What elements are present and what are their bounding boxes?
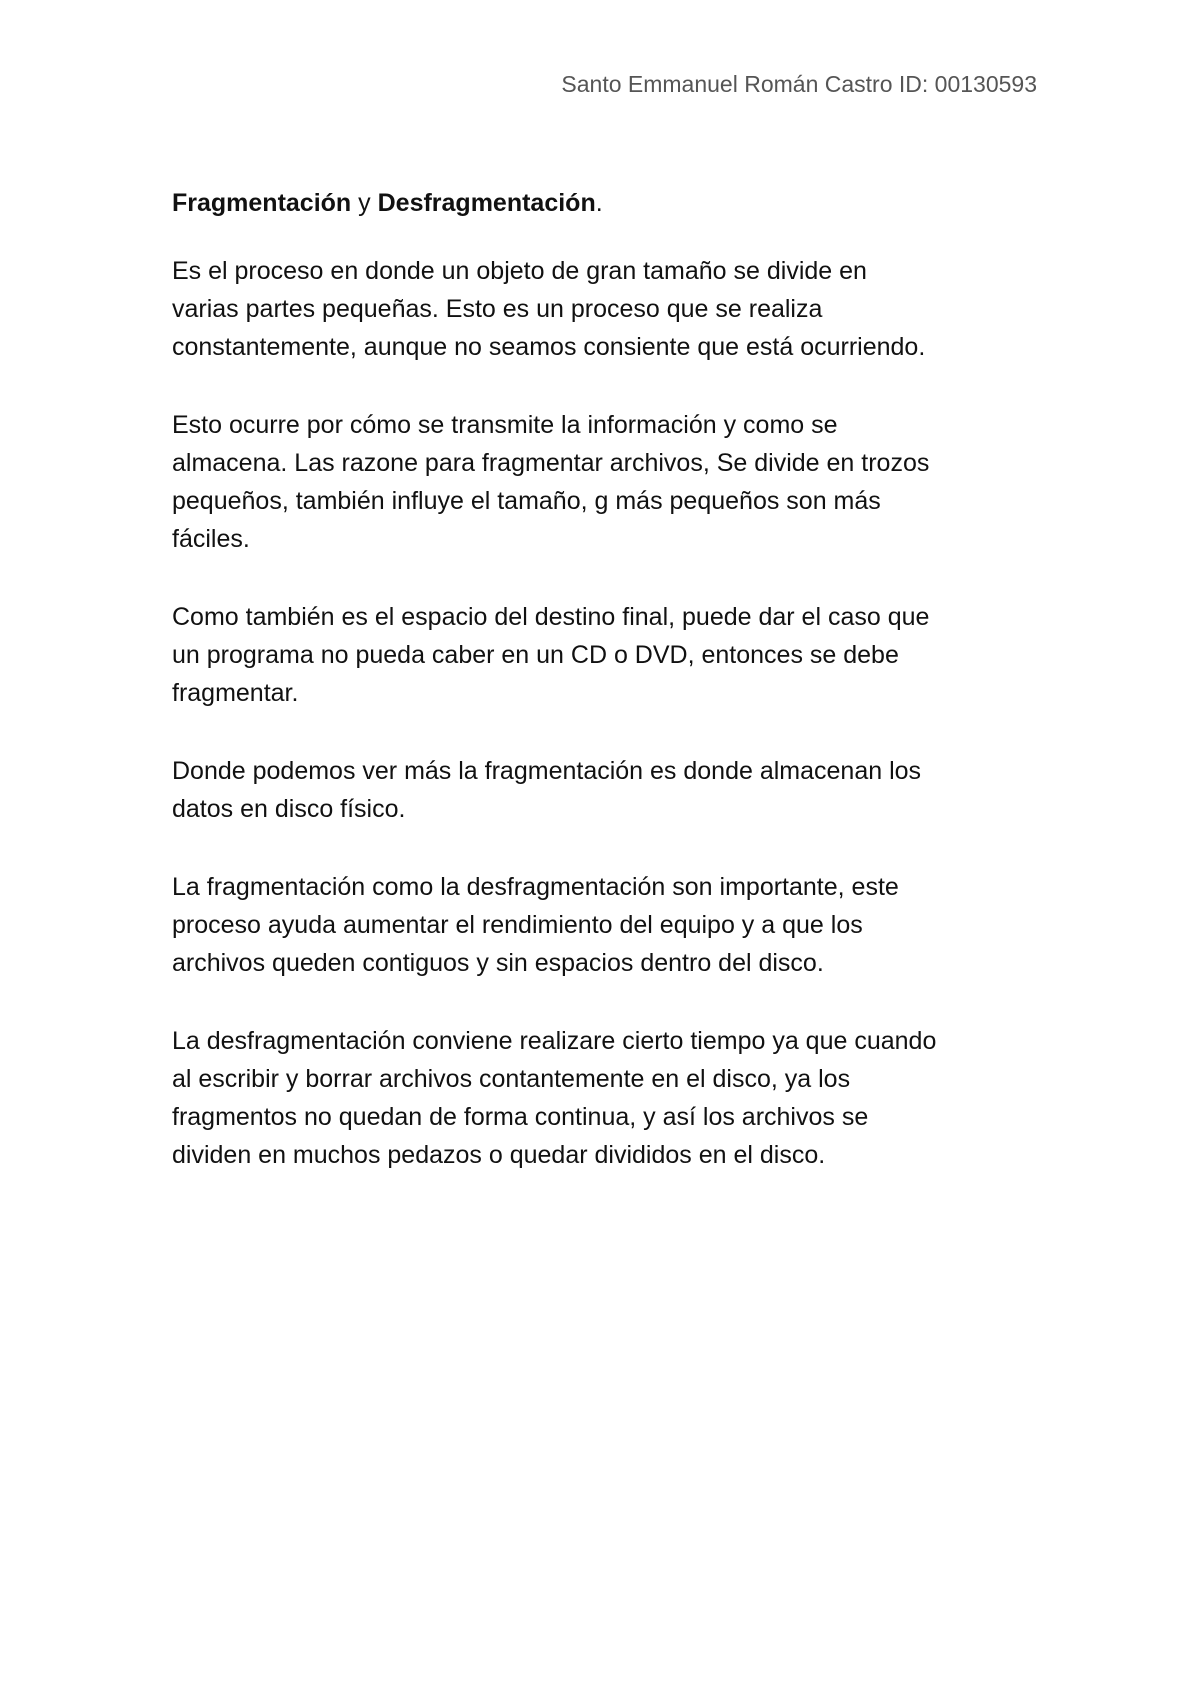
paragraph-line: La desfragmentación conviene realizare cierto tiempo ya que cuando [172,1027,937,1055]
paragraph-6 [172,1022,1052,1174]
paragraph-line: fragmentos no quedan de forma continua, y así los archivos se [172,1103,869,1131]
paragraph-line: La fragmentación como la desfragmentación son importante, este [172,873,899,901]
paragraph-line: un programa no pueda caber en un CD o DVD, entonces se debe [172,641,899,669]
document-title [172,185,1052,221]
paragraph-line: al escribir y borrar archivos contantemente en el disco, ya los [172,1065,851,1093]
paragraph-line: pequeños, también influye el tamaño, g más pequeños son más [172,487,881,515]
paragraph-2 [172,406,1052,558]
paragraph-line: Donde podemos ver más la fragmentación es donde almacenan los [172,757,922,785]
title-part-1: Fragmentación [172,189,352,217]
title-connector: y [351,189,378,217]
paragraph-line: archivos queden contiguos y sin espacios dentro del disco. [172,949,824,977]
paragraph-line: dividen en muchos pedazos o quedar divididos en el disco. [172,1141,826,1169]
title-part-2: Desfragmentación [377,189,596,217]
paragraph-line: constantemente, aunque no seamos consiente que está ocurriendo. [172,333,926,361]
paragraph-4 [172,752,1052,828]
paragraph-1 [172,252,1052,366]
paragraph-line: fragmentar. [172,679,299,707]
paragraph-3 [172,598,1052,712]
paragraph-line: datos en disco físico. [172,795,406,823]
paragraph-5 [172,868,1052,982]
document-body [172,185,1052,1214]
paragraph-line: almacena. Las razone para fragmentar archivos, Se divide en trozos [172,449,930,477]
title-end: . [595,189,603,217]
author-id-header: Santo Emmanuel Román Castro ID: 00130593 [561,71,1037,97]
paragraph-line: Como también es el espacio del destino final, puede dar el caso que [172,603,930,631]
paragraph-line: Esto ocurre por cómo se transmite la información y como se [172,411,838,439]
paragraph-line: varias partes pequeñas. Esto es un proceso que se realiza [172,295,823,323]
paragraph-line: fáciles. [172,525,250,553]
paragraph-line: proceso ayuda aumentar el rendimiento del equipo y a que los [172,911,863,939]
paragraph-line: Es el proceso en donde un objeto de gran tamaño se divide en [172,257,867,285]
